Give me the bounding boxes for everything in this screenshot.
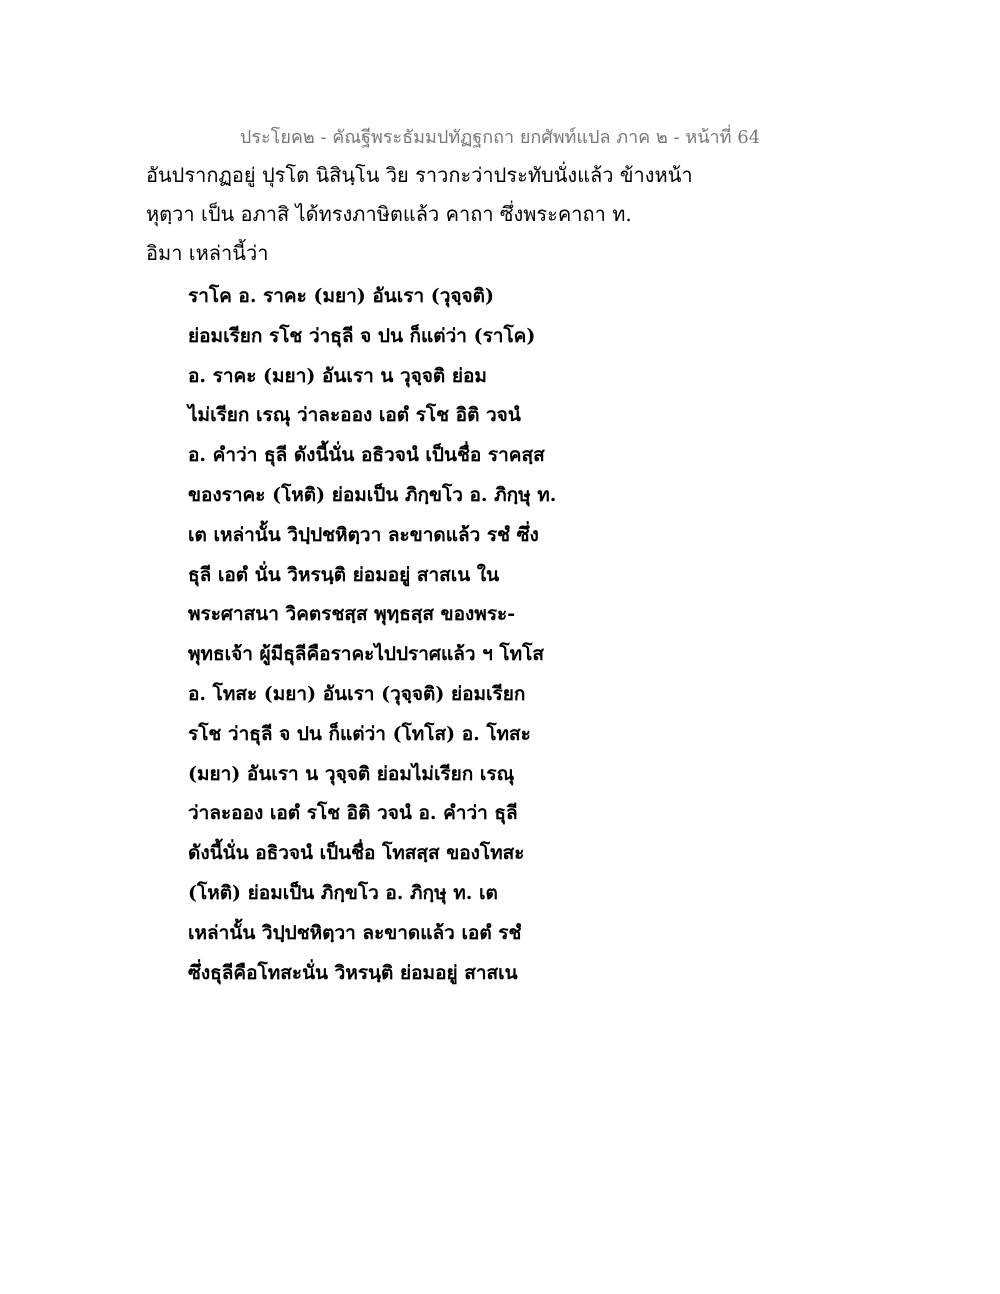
verse-line: พุทธเจ้า ผู้มีธุลีคือราคะไปปราศแล้ว ฯ โทโส <box>188 643 544 666</box>
intro-line: อิมา เหล่านี้ว่า <box>146 241 269 265</box>
verse-line: ดังนี้นั่น อธิวจนํ เป็นชื่อ โทสสฺส ของโทสะ <box>188 842 525 865</box>
verse-block <box>188 277 888 993</box>
verse-line: รโช ว่าธุลี จ ปน ก็แต่ว่า (โทโส) อ. โทสะ <box>188 722 531 745</box>
verse-line: ซึ่งธุลีคือโทสะนั่น วิหรนฺติ ย่อมอยู่ สาสเน <box>188 961 518 984</box>
verse-line: อ. ราคะ (มยา) อันเรา น วุจฺจติ ย่อม <box>188 364 487 387</box>
verse-line: อ. โทสะ (มยา) อันเรา (วุจฺจติ) ย่อมเรียก <box>188 682 526 705</box>
verse-line: อ. คำว่า ธุลี ดังนี้นั่น อธิวจนํ เป็นชื่อ ราคสฺส <box>188 444 545 467</box>
verse-line: เหล่านั้น วิปฺปชหิตฺวา ละขาดแล้ว เอตํ รชํ <box>188 921 522 944</box>
verse-line: ย่อมเรียก รโช ว่าธุลี จ ปน ก็แต่ว่า (ราโค) <box>188 324 536 347</box>
verse-line: (โหติ) ย่อมเป็น ภิกฺขโว อ. ภิกฺษุ ท. เต <box>188 881 498 904</box>
verse-line: ราโค อ. ราคะ (มยา) อันเรา (วุจฺจติ) <box>188 285 495 307</box>
verse-line: ของราคะ (โหติ) ย่อมเป็น ภิกฺขโว อ. ภิกฺษุ ท. <box>188 483 557 506</box>
intro-line: อันปรากฏอยู่ ปุรโต นิสินฺโน วิย ราวกะว่าประทับนั่งแล้ว ข้างหน้า <box>146 163 693 187</box>
page-header: ประโยค๒ - คัณฐีพระธัมมปทัฏฐกถา ยกศัพท์แปล ภาค ๒ - หน้าที่ 64 <box>239 127 761 148</box>
intro-line: หุตฺวา เป็น อภาสิ ได้ทรงภาษิตแล้ว คาถา ซึ่งพระคาถา ท. <box>146 202 632 226</box>
verse-line: เต เหล่านั้น วิปฺปชหิตฺวา ละขาดแล้ว รชํ ซึ่ง <box>188 523 539 546</box>
verse-line: ไม่เรียก เรณุ ว่าละออง เอตํ รโช อิติ วจนํ <box>188 404 521 427</box>
intro-paragraph <box>146 156 866 273</box>
verse-line: (มยา) อันเรา น วุจฺจติ ย่อมไม่เรียก เรณุ <box>188 762 515 785</box>
verse-line: ว่าละออง เอตํ รโช อิติ วจนํ อ. คำว่า ธุลี <box>188 802 518 825</box>
verse-line: พระศาสนา วิคตรชสฺส พุทฺธสฺส ของพระ- <box>188 603 516 626</box>
verse-line: ธุลี เอตํ นั่น วิหรนฺติ ย่อมอยู่ สาสเน ใน <box>188 563 500 586</box>
